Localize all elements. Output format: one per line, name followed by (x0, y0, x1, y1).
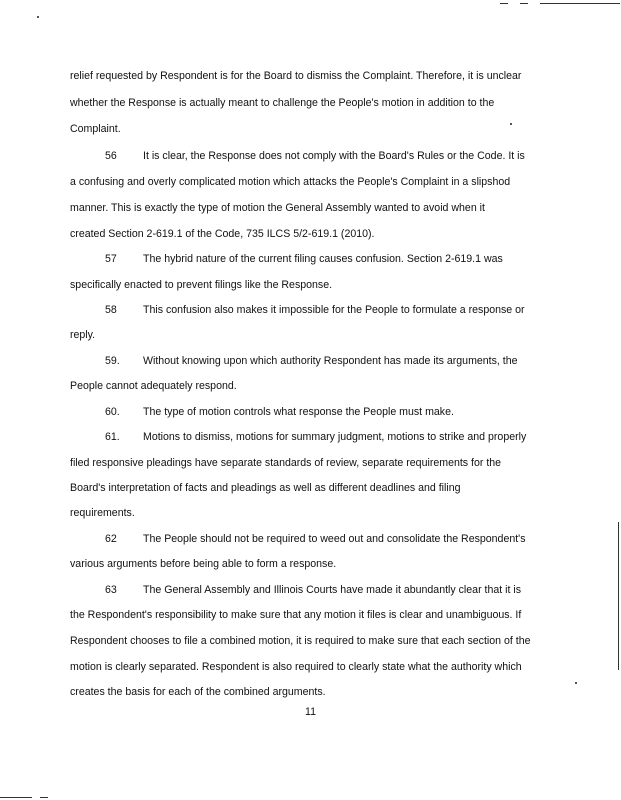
paragraph-number: 57 (105, 253, 117, 265)
text-line: Complaint. (70, 123, 121, 135)
scan-mark-right-edge (618, 522, 619, 670)
paragraph-number: 61. (105, 431, 120, 443)
paragraph-62-first-line (105, 533, 526, 545)
text-line: People cannot adequately respond. (70, 380, 237, 392)
scan-dot (575, 682, 577, 684)
paragraph-57-first-line (105, 253, 503, 265)
scan-dot (510, 123, 512, 125)
paragraph-61-first-line (105, 431, 526, 443)
paragraph-number: 56 (105, 150, 117, 162)
paragraph-63-first-line (105, 584, 521, 596)
paragraph-number: 59. (105, 355, 120, 367)
text-span: The People should not be required to weed out and consolidate the Respondent's (143, 533, 526, 545)
text-line: various arguments before being able to form a response. (70, 558, 337, 570)
text-line: created Section 2-619.1 of the Code, 735 ILCS 5/2-619.1 (2010). (70, 228, 375, 240)
paragraph-56-first-line (105, 150, 525, 162)
text-line: relief requested by Respondent is for the Board to dismiss the Complaint. Therefore, it is unclear (70, 70, 522, 82)
text-line: manner. This is exactly the type of motion the General Assembly wanted to avoid when it (70, 202, 485, 214)
text-line: requirements. (70, 507, 135, 519)
page-number: 11 (305, 706, 316, 718)
scan-mark-bottom-left (40, 797, 48, 798)
scan-mark-top-right (500, 3, 508, 4)
paragraph-number: 60. (105, 406, 120, 418)
text-line: creates the basis for each of the combined arguments. (70, 686, 326, 698)
text-span: Without knowing upon which authority Respondent has made its arguments, the (143, 355, 518, 367)
text-span: Motions to dismiss, motions for summary judgment, motions to strike and properly (143, 431, 527, 443)
text-line: specifically enacted to prevent filings like the Response. (70, 279, 333, 291)
text-span: The hybrid nature of the current filing causes confusion. Section 2-619.1 was (143, 253, 503, 265)
paragraph-number: 62 (105, 533, 117, 545)
text-line: motion is clearly separated. Respondent is also required to clearly state what the authority which (70, 661, 522, 673)
text-line: the Respondent's responsibility to make sure that any motion it files is clear and unambiguous. If (70, 609, 522, 621)
scan-dot (37, 16, 39, 18)
text-span: This confusion also makes it impossible for the People to formulate a response or (143, 304, 525, 316)
scan-mark-bottom-left (0, 797, 32, 798)
paragraph-60-first-line (105, 406, 454, 418)
paragraph-number: 58 (105, 304, 117, 316)
text-span: The General Assembly and Illinois Courts have made it abundantly clear that it is (143, 584, 522, 596)
text-line: Board's interpretation of facts and pleadings as well as different deadlines and filing (70, 482, 461, 494)
text-span: It is clear, the Response does not comply with the Board's Rules or the Code. It is (143, 150, 525, 162)
text-line: Respondent chooses to file a combined motion, it is required to make sure that each section of the (70, 635, 531, 647)
paragraph-58-first-line (105, 304, 525, 316)
paragraph-number: 63 (105, 584, 117, 596)
text-line: whether the Response is actually meant to challenge the People's motion in addition to the (70, 97, 495, 109)
scan-mark-top-right (520, 3, 528, 4)
text-span: The type of motion controls what response the People must make. (143, 406, 454, 418)
text-line: filed responsive pleadings have separate standards of review, separate requirements for the (70, 457, 502, 469)
paragraph-59-first-line (105, 355, 518, 367)
scan-mark-top-right (540, 3, 620, 4)
text-line: a confusing and overly complicated motion which attacks the People's Complaint in a slipshod (70, 176, 511, 188)
text-line: reply. (70, 329, 96, 341)
